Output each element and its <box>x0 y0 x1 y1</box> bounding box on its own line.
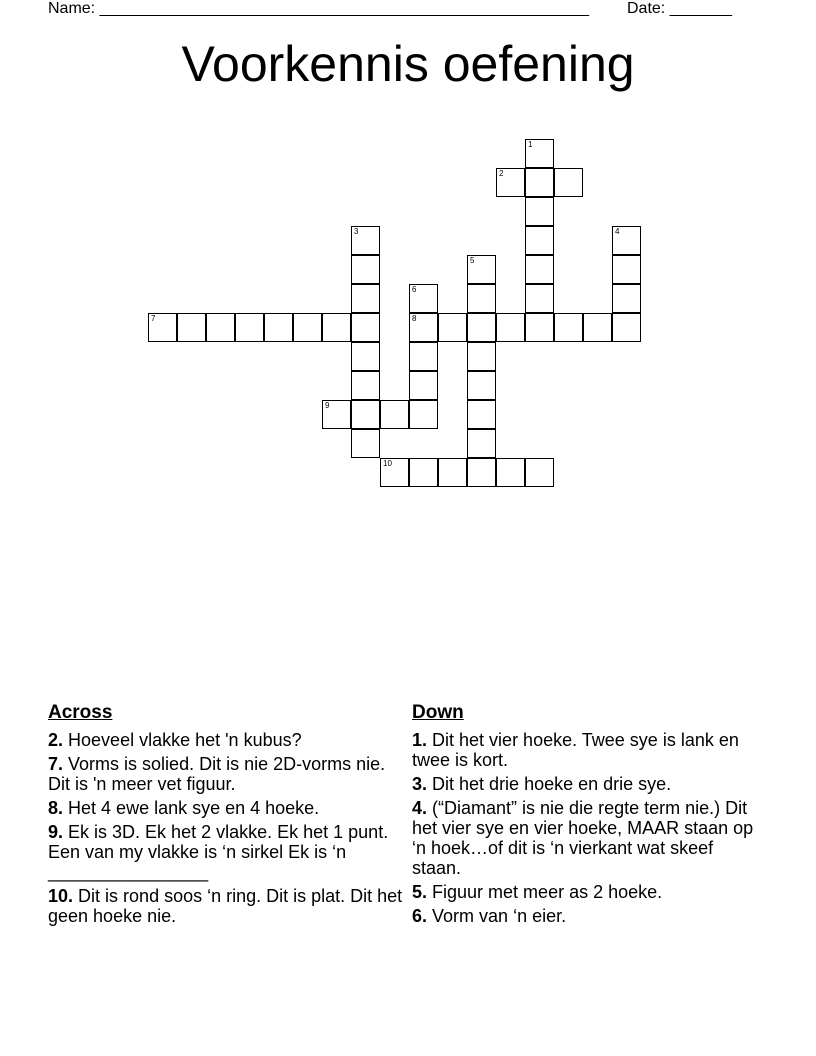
clue-text: (“Diamant” is nie die regte term nie.) Dit het vier sye en vier hoeke, MAAR staan op ‘n hoek…of dit is ‘n vierkant wat skeef staan. <box>412 798 754 878</box>
clue-text: Ek is 3D. Ek het 2 vlakke. Ek het 1 punt. Een van my vlakke is ‘n sirkel Ek is ‘n ________________ <box>48 822 389 882</box>
cell-number: 1 <box>528 140 533 149</box>
clue-number: 2. <box>48 730 64 750</box>
crossword-cell[interactable] <box>583 313 612 342</box>
crossword-cell[interactable] <box>467 458 496 487</box>
crossword-cell[interactable] <box>351 255 380 284</box>
crossword-cell[interactable] <box>525 458 554 487</box>
clue-number: 9. <box>48 822 64 842</box>
crossword-cell[interactable] <box>438 458 467 487</box>
crossword-cell[interactable] <box>612 313 641 342</box>
crossword-cell[interactable] <box>525 139 554 168</box>
clue-item <box>412 798 757 878</box>
clue-number: 6. <box>412 906 428 926</box>
crossword-cell[interactable] <box>612 255 641 284</box>
crossword-cell[interactable] <box>322 313 351 342</box>
cell-number: 7 <box>151 314 156 323</box>
crossword-cell[interactable] <box>612 226 641 255</box>
crossword-cell[interactable] <box>467 371 496 400</box>
crossword-cell[interactable] <box>525 197 554 226</box>
crossword-cell[interactable] <box>467 400 496 429</box>
clue-item <box>48 822 408 882</box>
cell-number: 3 <box>354 227 359 236</box>
crossword-cell[interactable] <box>380 400 409 429</box>
crossword-cell[interactable] <box>409 284 438 313</box>
cell-number: 5 <box>470 256 475 265</box>
crossword-cell[interactable] <box>525 284 554 313</box>
clue-item <box>48 730 408 750</box>
clue-number: 10. <box>48 886 74 906</box>
cell-number: 2 <box>499 169 504 178</box>
crossword-cell[interactable] <box>409 458 438 487</box>
clue-text: Dit het drie hoeke en drie sye. <box>432 774 672 794</box>
crossword-cell[interactable] <box>351 342 380 371</box>
crossword-cell[interactable] <box>467 255 496 284</box>
name-field-label: Name: _______________________________________________________ <box>48 0 589 17</box>
cell-number: 9 <box>325 401 330 410</box>
clue-item <box>412 730 757 770</box>
crossword-cell[interactable] <box>467 313 496 342</box>
crossword-cell[interactable] <box>293 313 322 342</box>
down-heading: Down <box>412 702 464 723</box>
crossword-cell[interactable] <box>351 284 380 313</box>
crossword-cell[interactable] <box>554 168 583 197</box>
crossword-cell[interactable] <box>351 400 380 429</box>
crossword-cell[interactable] <box>206 313 235 342</box>
clue-number: 5. <box>412 882 428 902</box>
crossword-cell[interactable] <box>409 313 438 342</box>
crossword-cell[interactable] <box>409 342 438 371</box>
down-clues <box>412 702 757 930</box>
clue-number: 8. <box>48 798 64 818</box>
page-title: Voorkennis oefening <box>181 36 635 92</box>
clue-item <box>48 798 408 818</box>
clue-text: Hoeveel vlakke het 'n kubus? <box>68 730 302 750</box>
cell-number: 8 <box>412 314 417 323</box>
crossword-cell[interactable] <box>525 255 554 284</box>
crossword-cell[interactable] <box>409 400 438 429</box>
crossword-cell[interactable] <box>554 313 583 342</box>
across-clues <box>48 702 408 930</box>
crossword-cell[interactable] <box>351 226 380 255</box>
crossword-cell[interactable] <box>351 429 380 458</box>
clue-text: Figuur met meer as 2 hoeke. <box>432 882 663 902</box>
crossword-cell[interactable] <box>380 458 409 487</box>
clue-text: Vorm van ‘n eier. <box>432 906 567 926</box>
cell-number: 6 <box>412 285 417 294</box>
clue-item <box>48 754 408 794</box>
clue-text: Vorms is solied. Dit is nie 2D-vorms nie. Dit is 'n meer vet figuur. <box>48 754 386 794</box>
crossword-cell[interactable] <box>525 226 554 255</box>
crossword-cell[interactable] <box>467 429 496 458</box>
crossword-cell[interactable] <box>496 313 525 342</box>
cell-number: 10 <box>383 459 392 468</box>
crossword-cell[interactable] <box>496 168 525 197</box>
clue-number: 1. <box>412 730 428 750</box>
crossword-cell[interactable] <box>612 284 641 313</box>
date-field-label: Date: _______ <box>627 0 732 17</box>
clue-text: Dit het vier hoeke. Twee sye is lank en twee is kort. <box>412 730 739 770</box>
crossword-cell[interactable] <box>351 313 380 342</box>
clue-text: Dit is rond soos ‘n ring. Dit is plat. Dit het geen hoeke nie. <box>48 886 403 926</box>
clue-number: 4. <box>412 798 428 818</box>
crossword-cell[interactable] <box>496 458 525 487</box>
clue-number: 7. <box>48 754 64 774</box>
clue-number: 3. <box>412 774 428 794</box>
clue-item <box>412 774 757 794</box>
crossword-cell[interactable] <box>235 313 264 342</box>
crossword-cell[interactable] <box>525 168 554 197</box>
clue-item <box>412 882 757 902</box>
crossword-cell[interactable] <box>467 284 496 313</box>
crossword-cell[interactable] <box>264 313 293 342</box>
clue-text: Het 4 ewe lank sye en 4 hoeke. <box>68 798 320 818</box>
across-heading: Across <box>48 702 113 723</box>
crossword-cell[interactable] <box>322 400 351 429</box>
clue-item <box>48 886 408 926</box>
crossword-cell[interactable] <box>409 371 438 400</box>
crossword-cell[interactable] <box>351 371 380 400</box>
crossword-cell[interactable] <box>438 313 467 342</box>
crossword-cell[interactable] <box>177 313 206 342</box>
crossword-cell[interactable] <box>148 313 177 342</box>
clue-item <box>412 906 757 926</box>
crossword-cell[interactable] <box>467 342 496 371</box>
crossword-cell[interactable] <box>525 313 554 342</box>
cell-number: 4 <box>615 227 620 236</box>
